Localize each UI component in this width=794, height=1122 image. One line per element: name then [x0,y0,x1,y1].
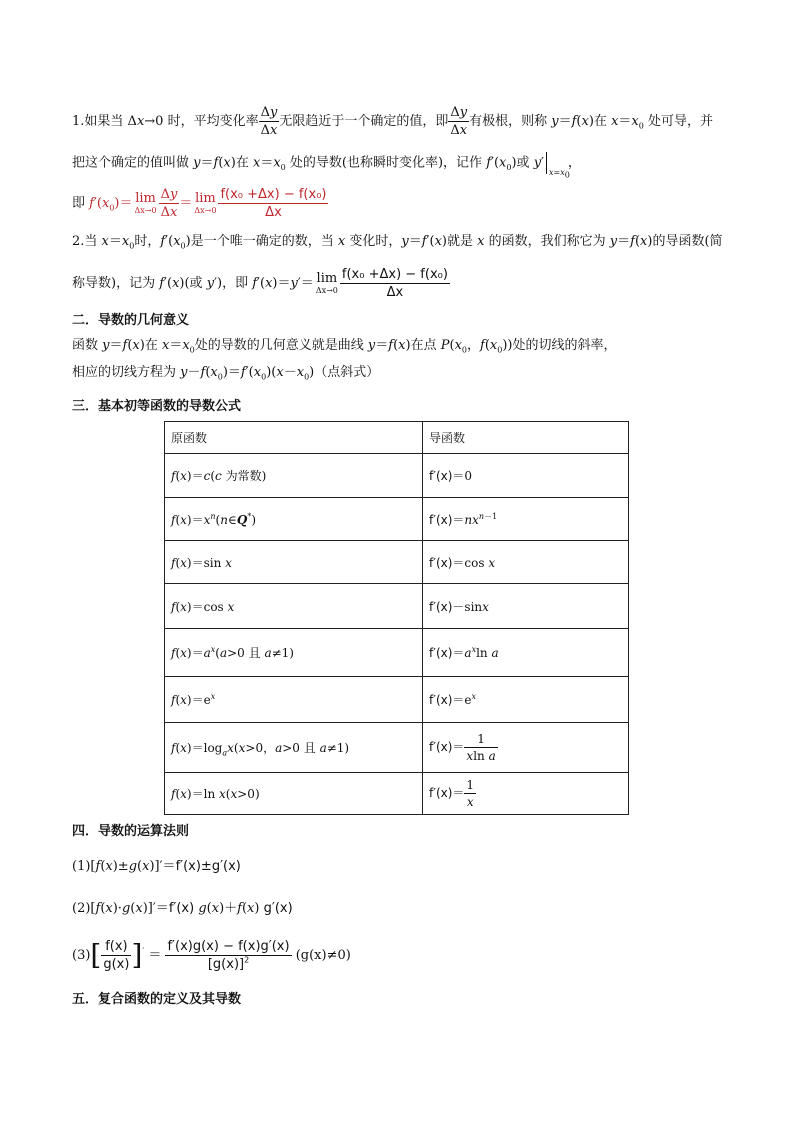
frac-derivative-def: $\frac{\text{f(x₀ +Δx) − f(x₀)}}{\Delta x}$ [341,267,448,300]
section-heading-geometric: 二．导数的几何意义 [72,313,190,328]
header-derivative: 导函数 [423,422,629,454]
frac-dy-dx: $\frac{\Delta y}{\Delta x}$ [260,105,278,138]
section-heading-composite: 五．复合函数的定义及其导数 [72,992,242,1007]
table-row: $f(x)=\log_ax(x>0$，a>0 且 a≠1) f′(x)＝ $\frac{1}{\text{xln a}}$ [165,723,629,773]
lim-1: lim Δx→0 [134,191,157,215]
table-row: f(x)＝c(c 为常数) f′(x)＝0 [165,454,629,498]
p1-formula: 即 $f'(x_0)= \lim$ Δx→0 $\frac{\Delta y}{\Delta x}$ ＝ lim Δx→0 $\frac{\text{f(x₀ +Δx) − f(x₀)}}{\Delta x}$ [72,187,327,220]
table-row: $f(x)=x^n(n\in Q^*)$ $f'(x)=nx^{n-1}$ [165,498,629,541]
lim-2: lim Δx→0 [194,191,217,215]
table-row: f(x)＝sin x f′(x)＝cos x [165,541,629,584]
p2-line1: 2.当 $x=x_0$时，$f'(x_0)$是一个唯一确定的数，当 x 变化时，y＝f′(x)就是 x 的函数，我们称它为 y＝f(x)的导函数(简 [72,234,723,251]
table-header-row [165,422,629,454]
rule-product: (2)[f(x)·g(x)]′＝f′(x) g(x)＋f(x) g′(x) [72,901,293,916]
header-original: 原函数 [165,422,423,454]
derivative-table [164,421,629,815]
eval-bar: x=x0 [546,152,568,174]
sec2-line2: 相应的切线方程为 $y-f(x_0)=f'(x_0)(x-x_0)$（点斜式） [72,365,380,382]
section-heading-rules: 四．导数的运算法则 [72,824,190,839]
frac-difference-quotient: $\frac{\text{f(x₀ +Δx) − f(x₀)}}{\Delta x}$ [220,187,327,220]
table-row: $f(x)=a^x(a>0$ 且 a≠1) $f'(x)=a^x\ln$ a [165,629,629,677]
frac-dy-dx-2: $\frac{\Delta y}{\Delta x}$ [450,105,468,138]
table-row: $f(x)=e^x$ $f'(x)=e^x$ [165,677,629,723]
rule-sum: (1)[f(x)±g(x)]′＝f′(x)±g′(x) [72,859,241,874]
sec2-line1: 函数 y＝f(x)在 $x=x_0$处的导数的几何意义就是曲线 y＝f(x)在点 $P(x_0$，$f(x_0)$)处的切线的斜率， [72,338,617,355]
p1-line1: 1.如果当 Δx→0 时，平均变化率 $\frac{\Delta y}{\Delta x}$ 无限趋近于一个确定的值，即 $\frac{\Delta y}{\Delta x}$ 有极根，则称 y＝f(x)在 $x=x_0$ 处可导，并 [72,105,714,138]
table-row: f(x)＝ln x(x>0) f′(x)＝ $\frac{1}{x}$ [165,773,629,815]
p2-line2: 称导数)，记为 f′(x)(或 y′)，即 f′(x)＝y′＝ lim Δx→0 $\frac{\text{f(x₀ +Δx) − f(x₀)}}{\Delta x}$ [72,267,448,300]
table-row: f(x)＝cos x f′(x)－sinx [165,584,629,629]
section-heading-formulas: 三．基本初等函数的导数公式 [72,399,242,414]
p1-line2: 把这个确定的值叫做 y＝f(x)在 $x=x_0$ 处的导数(也称瞬时变化率)，记作 $f'(x_0)$或 $y'_{x=x_0}$， [72,152,581,174]
rule-quotient: (3)[ $\frac{f(x)}{g(x)}$ ]′ ＝ $\frac{f'(x)g(x) - f(x)g'(x)}{[g(x)]^2}$ (g(x)≠0) [72,938,351,972]
